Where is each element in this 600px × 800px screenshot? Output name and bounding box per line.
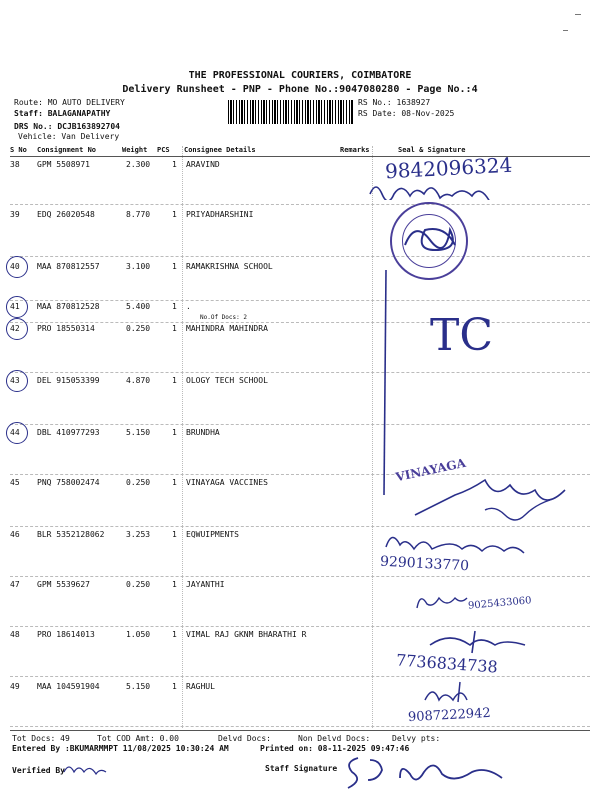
row-weight: 5.150 <box>126 682 151 691</box>
row-consignee: OLOGY TECH SCHOOL <box>186 376 268 385</box>
barcode-image <box>228 100 354 124</box>
scan-mark <box>575 14 581 15</box>
serial-circle-mark <box>6 318 28 340</box>
serial-circle-mark <box>6 296 28 318</box>
route-label: Route: MO AUTO DELIVERY <box>14 98 125 107</box>
row-sno: 46 <box>10 530 20 539</box>
handwritten-phone: 9290133770 <box>379 553 470 575</box>
serial-circle-mark <box>6 370 28 392</box>
row-consignment-no: PNQ 758002474 <box>37 478 100 487</box>
row-weight: 5.400 <box>126 302 151 311</box>
company-title: THE PROFESSIONAL COURIERS, COIMBATORE <box>188 70 412 81</box>
row-consignee: PRIYADHARSHINI <box>186 210 254 219</box>
column-divider <box>182 146 183 728</box>
row-consignment-no: DEL 915053399 <box>37 376 100 385</box>
row-divider <box>10 300 590 301</box>
col-seal-signature: Seal & Signature <box>398 146 466 154</box>
row-pcs: 1 <box>172 262 177 271</box>
row-pcs: 1 <box>172 302 177 311</box>
row-weight: 0.250 <box>126 580 151 589</box>
row-consignee: RAGHUL <box>186 682 215 691</box>
row-weight: 4.870 <box>126 376 151 385</box>
tot-cod: Tot COD Amt: 0.00 <box>97 734 179 743</box>
col-weight: Weight <box>122 146 148 154</box>
verifier-signature <box>60 758 110 778</box>
row-consignee: MAHINDRA MAHINDRA <box>186 324 268 333</box>
delvy-pts: Delvy pts: <box>392 734 441 743</box>
row-sno: 41 <box>10 302 20 311</box>
row-consignee: . <box>186 302 191 311</box>
drs-label: DRS No.: DCJB163892704 <box>14 122 120 131</box>
rs-no-label: RS No.: 1638927 <box>358 98 431 107</box>
handwritten-signature <box>412 590 472 612</box>
row-weight: 2.300 <box>126 160 151 169</box>
row-consignment-no: MAA 870812528 <box>37 302 100 311</box>
row-weight: 0.250 <box>126 478 151 487</box>
row-sno: 39 <box>10 210 20 219</box>
handwritten-phone: 9025433060 <box>467 595 532 612</box>
row-weight: 5.150 <box>126 428 151 437</box>
row-consignment-no: PRO 18550314 <box>37 324 95 333</box>
row-sno: 38 <box>10 160 20 169</box>
row-pcs: 1 <box>172 630 177 639</box>
row-weight: 3.100 <box>126 262 151 271</box>
handwritten-phone: 9087222942 <box>407 705 492 726</box>
row-divider <box>10 204 590 205</box>
row-divider <box>10 576 590 577</box>
row-consignee: EQWUIPMENTS <box>186 530 239 539</box>
column-divider <box>372 146 373 728</box>
row-pcs: 1 <box>172 324 177 333</box>
staff-signature-label: Staff Signature <box>265 764 338 773</box>
handwritten-phone: 7736834738 <box>395 650 499 677</box>
row-sno: 47 <box>10 580 20 589</box>
non-delvd-docs: Non Delvd Docs: <box>298 734 371 743</box>
row-pcs: 1 <box>172 160 177 169</box>
row-consignment-no: EDQ 26020548 <box>37 210 95 219</box>
col-pcs: PCS <box>157 146 170 154</box>
row-sno: 43 <box>10 376 20 385</box>
row-sno: 45 <box>10 478 20 487</box>
col-remarks: Remarks <box>340 146 370 154</box>
row-sno: 42 <box>10 324 20 333</box>
row-weight: 8.770 <box>126 210 151 219</box>
row-consignee: VINAYAGA VACCINES <box>186 478 268 487</box>
staff-label: Staff: BALAGANAPATHY <box>14 109 111 118</box>
row-consignment-no: GPM 5508971 <box>37 160 90 169</box>
row-divider <box>10 372 590 373</box>
row-pcs: 1 <box>172 210 177 219</box>
company-stamp-text: VINAYAGA <box>394 455 467 485</box>
row-consignee: JAYANTHI <box>186 580 225 589</box>
vehicle-label: Vehicle: Van Delivery <box>18 132 120 141</box>
row-sno: 48 <box>10 630 20 639</box>
row-consignee: ARAVIND <box>186 160 220 169</box>
row-divider <box>10 676 590 677</box>
verified-by-label: Verified By <box>12 766 65 775</box>
row-consignment-no: MAA 870812557 <box>37 262 100 271</box>
staff-signature <box>340 748 520 792</box>
runsheet-subtitle: Delivery Runsheet - PNP - Phone No.:9047080280 - Page No.:4 <box>122 84 478 95</box>
serial-circle-mark <box>6 256 28 278</box>
row-pcs: 1 <box>172 530 177 539</box>
col-consignee: Consignee Details <box>184 146 256 154</box>
handwritten-signature <box>420 680 490 706</box>
row-pcs: 1 <box>172 376 177 385</box>
row-divider <box>10 424 590 425</box>
entered-by: Entered By :BKUMARMMPT 11/08/2025 10:30:24 AM <box>12 744 229 753</box>
row-divider <box>10 256 590 257</box>
tot-docs: Tot Docs: 49 <box>12 734 70 743</box>
scan-mark <box>563 30 568 31</box>
row-divider <box>10 726 590 727</box>
tc-mark: TC <box>430 310 494 361</box>
row-consignee: VIMAL RAJ GKNM BHARATHI R <box>186 630 307 639</box>
footer-divider <box>10 730 590 731</box>
col-sno: S No <box>10 146 27 154</box>
row-consignment-no: GPM 5539627 <box>37 580 90 589</box>
vinayaga-signature <box>395 460 585 530</box>
row-pcs: 1 <box>172 682 177 691</box>
row-sno: 40 <box>10 262 20 271</box>
col-consignment: Consignment No <box>37 146 97 154</box>
row-sno: 44 <box>10 428 20 437</box>
row-pcs: 1 <box>172 478 177 487</box>
row-consignment-no: MAA 104591904 <box>37 682 100 691</box>
handwritten-signature <box>378 527 548 557</box>
stamp-signature <box>395 215 475 265</box>
row-weight: 1.050 <box>126 630 151 639</box>
row-consignee: RAMAKRISHNA SCHOOL <box>186 262 273 271</box>
row-pcs: 1 <box>172 428 177 437</box>
row-divider <box>10 322 590 323</box>
row-sno: 49 <box>10 682 20 691</box>
printed-on: Printed on: 08-11-2025 09:47:46 <box>260 744 410 753</box>
handwritten-phone: 9842096324 <box>384 152 513 184</box>
row-consignment-no: BLR 5352128062 <box>37 530 105 539</box>
handwritten-signature <box>365 176 515 200</box>
row-doc-count: No.Of Docs: 2 <box>200 314 247 321</box>
row-weight: 0.250 <box>126 324 151 333</box>
row-consignee: BRUNDHA <box>186 428 220 437</box>
delvd-docs: Delvd Docs: <box>218 734 271 743</box>
row-consignment-no: PRO 18614013 <box>37 630 95 639</box>
rs-date-label: RS Date: 08-Nov-2025 <box>358 109 455 118</box>
serial-circle-mark <box>6 422 28 444</box>
row-consignment-no: DBL 410977293 <box>37 428 100 437</box>
row-weight: 3.253 <box>126 530 151 539</box>
row-pcs: 1 <box>172 580 177 589</box>
